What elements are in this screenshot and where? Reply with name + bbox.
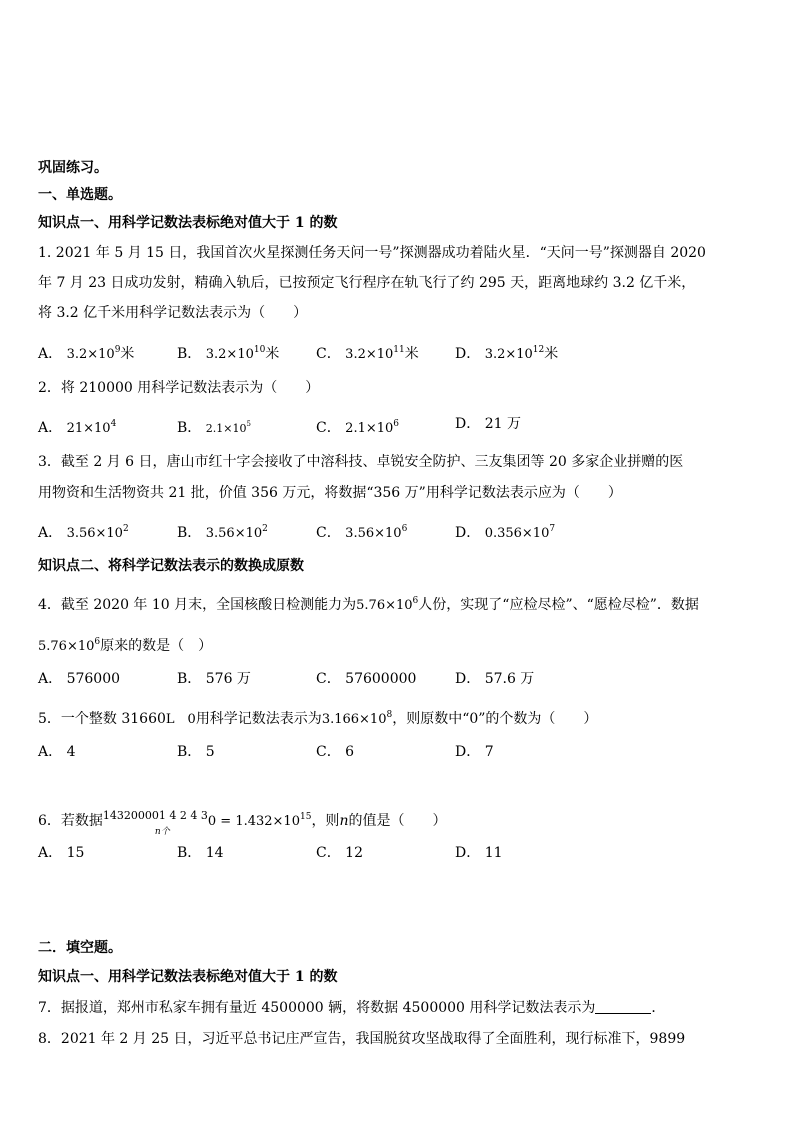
q5-option-d[interactable]: D． 7 (455, 744, 494, 760)
q3-line2: 用物资和生活物资共 21 批，价值 356 万元，将数据“356 万”用科学记数法表示应为（ ） (38, 485, 622, 501)
q7-line: 7．据报道，郑州市私家车拥有量近 4500000 辆，将数据 4500000 用科学记数法表示为 ． (38, 1000, 666, 1016)
part1-title: 一、单选题。 (38, 187, 122, 203)
q5-option-b[interactable]: B． 5 (177, 744, 215, 760)
q2-option-a[interactable]: A． $21\times 10^4$ (38, 419, 117, 436)
q1-option-a[interactable]: A． $3.2\times 10^9$米 (38, 345, 135, 362)
q6-option-c[interactable]: C． 12 (316, 845, 363, 861)
q6-expression: $^{143200001 4 2 4 3}0 = 1.432\times 10^{15}$ n个 (103, 806, 312, 832)
q1-line3: 将 3.2 亿千米用科学记数法表示为（ ） (38, 305, 308, 321)
q6-underbrace-label: n个 (154, 827, 170, 837)
q4-line2: $5.76\times 10^6$原来的数是（ ） (38, 637, 213, 654)
q7-answer-blank[interactable] (595, 999, 651, 1014)
q6-line1: 6．若数据$^{143200001 4 2 4 3}0 = 1.432\times 10^{15}$ n个 ，则n的值是（ ） (38, 806, 446, 832)
q4-option-a[interactable]: A． 576000 (38, 671, 121, 687)
knowledge-point-2: 知识点二、将科学记数法表示的数换成原数 (38, 558, 304, 574)
q4-line1: 4．截至 2020 年 10 月末，全国核酸日检测能力为$5.76\times 10^6$人份，实现了“应检尽检”、“愿检尽检”．数据 (38, 596, 699, 613)
q4-option-c[interactable]: C． 57600000 (316, 671, 417, 687)
q2-option-d[interactable]: D． 21 万 (455, 416, 521, 432)
q2-option-b[interactable]: B． $2.1\times 10^5$ (177, 420, 251, 436)
q1-option-c[interactable]: C． $3.2\times 10^{11}$米 (316, 345, 419, 362)
q8-line: 8．2021 年 2 月 25 日，习近平总书记庄严宣告，我国脱贫攻坚战取得了全面胜利，现行标准下，9899 (38, 1031, 686, 1047)
q3-option-b[interactable]: B． $3.56\times 10^2$ (177, 524, 268, 541)
q5-option-c[interactable]: C． 6 (316, 744, 355, 760)
q5-options (38, 742, 594, 762)
part2-knowledge-point-1: 知识点一、用科学记数法表标绝对值大于 1 的数 (38, 969, 338, 985)
part2-title: 二．填空题。 (38, 940, 122, 956)
q3-options (38, 519, 594, 544)
q1-line2: 年 7 月 23 日成功发射，精确入轨后，已按预定飞行程序在轨飞行了约 295 天，距离地球约 3.2 亿千米， (38, 275, 696, 291)
q2-options (38, 414, 594, 439)
q6-options (38, 843, 594, 863)
q1-options (38, 340, 594, 365)
q3-option-a[interactable]: A． $3.56\times 10^2$ (38, 524, 129, 541)
q6-option-b[interactable]: B． 14 (177, 845, 224, 861)
q2-line1: 2．将 210000 用科学记数法表示为（ ） (38, 380, 320, 396)
q3-line1: 3．截至 2 月 6 日，唐山市红十字会接收了中溶科技、卓锐安全防护、三友集团等 20 多家企业拼赠的医 (38, 454, 684, 470)
knowledge-point-1: 知识点一、用科学记数法表标绝对值大于 1 的数 (38, 215, 338, 231)
q5-line1: 5．一个整数 31660L 0用科学记数法表示为$3.166\times 10^8$，则原数中“0”的个数为（ ） (38, 710, 598, 727)
q1-option-b[interactable]: B． $3.2\times 10^{10}$米 (177, 345, 280, 362)
q4-options (38, 669, 594, 689)
q5-option-a[interactable]: A． 4 (38, 744, 76, 760)
q3-option-d[interactable]: D． $0.356\times 10^7$ (455, 524, 556, 541)
q1-line1: 1. 2021 年 5 月 15 日，我国首次火星探测任务天问一号”探测器成功着陆火星．“天问一号”探测器自 2020 (38, 245, 706, 261)
q1-option-d[interactable]: D． $3.2\times 10^{12}$米 (455, 345, 559, 362)
q6-option-d[interactable]: D． 11 (455, 845, 503, 861)
q2-option-c[interactable]: C． $2.1\times 10^6$ (316, 419, 400, 436)
q4-option-d[interactable]: D． 57.6 万 (455, 671, 535, 687)
section-heading: 巩固练习。 (38, 160, 108, 176)
q4-option-b[interactable]: B． 576 万 (177, 671, 251, 687)
q3-option-c[interactable]: C． $3.56\times 10^6$ (316, 524, 408, 541)
q6-option-a[interactable]: A． 15 (38, 845, 85, 861)
